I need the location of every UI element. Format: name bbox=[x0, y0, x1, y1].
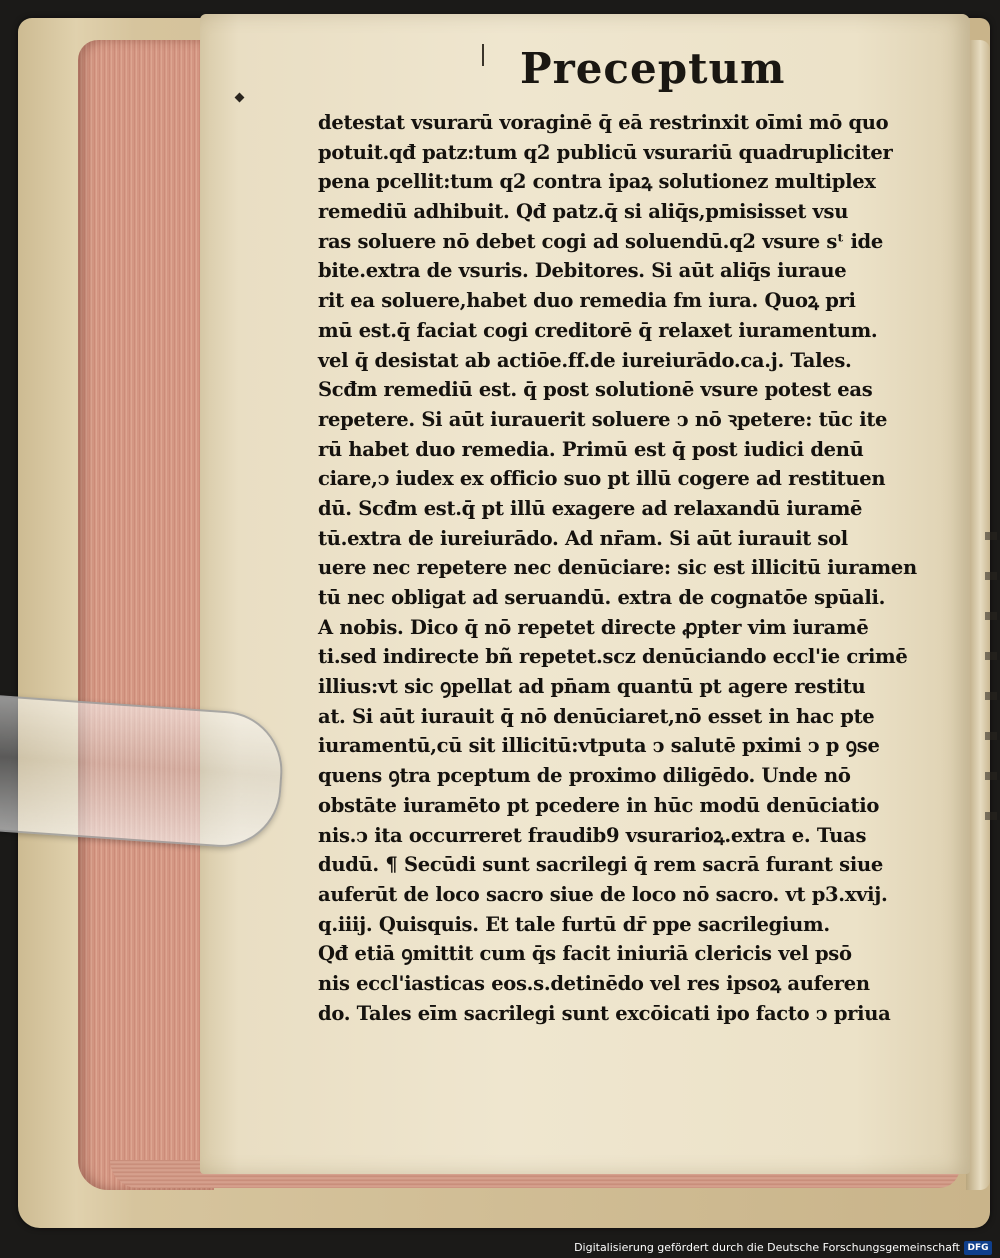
text-line: illius:vt sic ꝯpellat ad pn̄am quantū pt agere restitu bbox=[318, 675, 866, 699]
text-line: ti.sed indirecte bñ repetet.scz denūciando eccl'ie crimē bbox=[318, 645, 908, 669]
text-line: q.iiij. Quisquis. Et tale furtū dr̄ ppe sacrilegium. bbox=[318, 912, 830, 936]
glass-page-weight bbox=[0, 695, 286, 851]
text-line: rū habet duo remedia. Primū est q̄ post iudici denū bbox=[318, 437, 864, 461]
text-line: ciare,ↄ iudex ex officio suo pt illū cogere ad restituen bbox=[318, 467, 886, 491]
footer-credit: Digitalisierung gefördert durch die Deutsche Forschungsgemeinschaft bbox=[574, 1241, 960, 1254]
text-line: potuit.qđ patz:tum q2 publicū vsurariū quadrupliciter bbox=[318, 140, 893, 164]
text-line: remediū adhibuit. Qđ patz.q̄ si aliq̄s,pmisisset vsu bbox=[318, 200, 849, 224]
text-line: nis eccl'iasticas eos.s.detinēdo vel res ipsoꝝ auferen bbox=[318, 971, 870, 995]
dfg-logo: DFG bbox=[964, 1241, 992, 1255]
page-edges-red bbox=[78, 40, 214, 1190]
text-line: mū est.q̄ faciat cogi creditorē q̄ relaxet iuramentum. bbox=[318, 318, 878, 342]
text-line: Scđm remediū est. q̄ post solutionē vsure potest eas bbox=[318, 378, 873, 402]
facing-page-text-fragment bbox=[985, 500, 997, 820]
text-line: detestat vsurarū voraginē q̄ eā restrinxit oīmi mō quo bbox=[318, 111, 889, 134]
text-line: rit ea soluere,habet duo remedia fm iura. Quoꝝ pri bbox=[318, 289, 856, 313]
text-line: dudū. ¶ Secūdi sunt sacrilegi q̄ rem sacrā furant siue bbox=[318, 853, 883, 877]
text-line: pena pcellit:tum q2 contra ipaꝝ solutionez multiplex bbox=[318, 170, 876, 194]
text-line: tū.extra de iureiurādo. Ad nr̄am. Si aūt iurauit sol bbox=[318, 526, 848, 550]
text-line: vel q̄ desistat ab actiōe.ff.de iureiurādo.ca.j. Tales. bbox=[318, 348, 852, 372]
text-line: ras soluere nō debet cogi ad soluendū.q2 vsure sᵗ ide bbox=[318, 229, 883, 253]
text-line: at. Si aūt iurauit q̄ nō denūciaret,nō esset in hac pte bbox=[318, 704, 875, 728]
text-line: dū. Scđm est.q̄ pt illū exagere ad relaxandū iuramē bbox=[318, 496, 863, 520]
ink-mark bbox=[482, 44, 484, 66]
body-text bbox=[318, 108, 918, 1028]
text-line: quens ꝯtra pceptum de proximo diligēdo. Unde nō bbox=[318, 764, 851, 788]
text-line: tū nec obligat ad seruandū. extra de cognatōe spūali. bbox=[318, 586, 886, 609]
text-line: nis.ↄ ita occurreret fraudib9 vsurarioꝝ.extra e. Tuas bbox=[318, 823, 867, 847]
text-line: iuramentū,cū sit illicitū:vtputa ↄ salutē pximi ↄ p ꝯse bbox=[318, 734, 880, 758]
text-line: auferūt de loco sacro siue de loco nō sacro. vt p3.xvij. bbox=[318, 882, 888, 906]
page-header: Preceptum bbox=[520, 44, 786, 93]
text-line: uere nec repetere nec denūciare: sic est illicitū iuramen bbox=[318, 556, 917, 580]
text-line: repetere. Si aūt iurauerit soluere ↄ nō ꝛpetere: tūc ite bbox=[318, 407, 888, 431]
text-line: A nobis. Dico q̄ nō repetet directe ꝓpter vim iuramē bbox=[318, 615, 869, 639]
text-line: do. Tales eīm sacrilegi sunt excōicati ipo facto ↄ priua bbox=[318, 1001, 891, 1025]
text-line: obstāte iuramēto pt pcedere in hūc modū denūciatio bbox=[318, 793, 880, 817]
text-line: Qđ etiā ꝯmittit cum q̄s facit iniuriā clericis vel psō bbox=[318, 942, 852, 966]
text-line: bite.extra de vsuris. Debitores. Si aūt aliq̄s iuraue bbox=[318, 259, 847, 283]
